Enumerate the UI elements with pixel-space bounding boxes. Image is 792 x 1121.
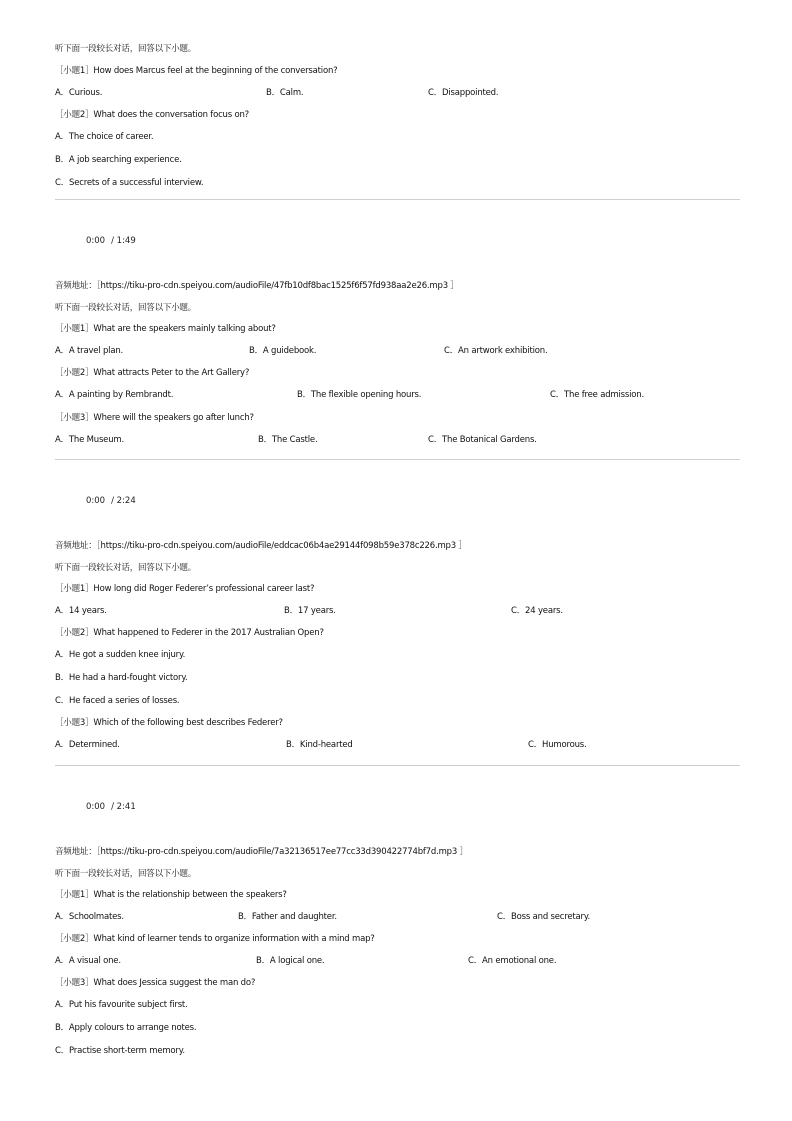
answer-option: C．He faced a series of losses. (55, 696, 180, 706)
answer-option: A．A travel plan. (55, 346, 124, 356)
answer-option: C．Humorous. (528, 740, 587, 750)
answer-option: A．Put his favourite subject first. (55, 1000, 188, 1010)
answer-option: C．Disappointed. (428, 88, 499, 98)
question-prompt: ［小题3］Where will the speakers go after lunch? (55, 413, 254, 423)
question-prompt: ［小题1］How long did Roger Federer’s professional career last? (55, 584, 315, 594)
answer-option: C．Practise short-term memory. (55, 1046, 185, 1056)
audio-total-time: / 2:41 (111, 802, 136, 812)
answer-option: B．He had a hard-fought victory. (55, 673, 188, 683)
section-divider (55, 459, 740, 460)
answer-option: B．A logical one. (256, 956, 325, 966)
audio-url[interactable]: 音频地址：［https://tiku-pro-cdn.speiyou.com/audioFile/47fb10df8bac1525f6f57fd938aa2e26.mp3 ］ (55, 281, 459, 291)
section-divider (55, 199, 740, 200)
audio-url[interactable]: 音频地址：［https://tiku-pro-cdn.speiyou.com/audioFile/7a32136517ee77cc33d390422774bf7d.mp3 ］ (55, 847, 468, 857)
question-prompt: ［小题1］What are the speakers mainly talking about? (55, 324, 276, 334)
answer-option: A．A painting by Rembrandt. (55, 390, 174, 400)
answer-option: C．Secrets of a successful interview. (55, 178, 204, 188)
answer-option: B．Apply colours to arrange notes. (55, 1023, 197, 1033)
answer-option: C．Boss and secretary. (497, 912, 590, 922)
answer-option: C．An emotional one. (468, 956, 557, 966)
audio-total-time: / 2:24 (111, 496, 136, 506)
question-prompt: ［小题2］What attracts Peter to the Art Gallery? (55, 368, 250, 378)
answer-option: C．The free admission. (550, 390, 644, 400)
answer-option: A．The choice of career. (55, 132, 154, 142)
answer-option: B．The flexible opening hours. (297, 390, 422, 400)
question-prompt: ［小题1］What is the relationship between the speakers? (55, 890, 287, 900)
answer-option: A．Curious. (55, 88, 103, 98)
answer-option: A．Schoolmates. (55, 912, 124, 922)
section-divider (55, 765, 740, 766)
answer-option: C．An artwork exhibition. (444, 346, 548, 356)
answer-option: A．A visual one. (55, 956, 121, 966)
question-prompt: ［小题3］Which of the following best describes Federer? (55, 718, 283, 728)
section-instruction: 听下面一段较长对话，回答以下小题。 (55, 303, 197, 313)
audio-current-time: 0:00 (86, 802, 106, 812)
audio-total-time: / 1:49 (111, 236, 136, 246)
section-instruction: 听下面一段较长对话，回答以下小题。 (55, 869, 197, 879)
audio-player[interactable] (86, 236, 136, 246)
question-prompt: ［小题2］What happened to Federer in the 2017 Australian Open? (55, 628, 324, 638)
question-prompt: ［小题3］What does Jessica suggest the man do? (55, 978, 256, 988)
answer-option: A．The Museum. (55, 435, 124, 445)
answer-option: A．Determined. (55, 740, 120, 750)
answer-option: A．14 years. (55, 606, 107, 616)
answer-option: B．Father and daughter. (238, 912, 337, 922)
question-prompt: ［小题1］How does Marcus feel at the beginning of the conversation? (55, 66, 338, 76)
answer-option: B．Calm. (266, 88, 304, 98)
answer-option: B．Kind-hearted (286, 740, 353, 750)
audio-current-time: 0:00 (86, 496, 106, 506)
audio-current-time: 0:00 (86, 236, 106, 246)
answer-option: B．A guidebook. (249, 346, 317, 356)
answer-option: A．He got a sudden knee injury. (55, 650, 186, 660)
section-instruction: 听下面一段较长对话，回答以下小题。 (55, 563, 197, 573)
question-prompt: ［小题2］What does the conversation focus on? (55, 110, 249, 120)
answer-option: C．The Botanical Gardens. (428, 435, 537, 445)
answer-option: B．A job searching experience. (55, 155, 182, 165)
answer-option: B．The Castle. (258, 435, 318, 445)
audio-url[interactable]: 音频地址：［https://tiku-pro-cdn.speiyou.com/audioFile/eddcac06b4ae29144f098b59e378c226.mp3 ］ (55, 541, 467, 551)
answer-option: B．17 years. (284, 606, 336, 616)
audio-player[interactable] (86, 802, 136, 812)
audio-player[interactable] (86, 496, 136, 506)
section-instruction: 听下面一段较长对话，回答以下小题。 (55, 44, 197, 54)
question-prompt: ［小题2］What kind of learner tends to organize information with a mind map? (55, 934, 375, 944)
answer-option: C．24 years. (511, 606, 563, 616)
